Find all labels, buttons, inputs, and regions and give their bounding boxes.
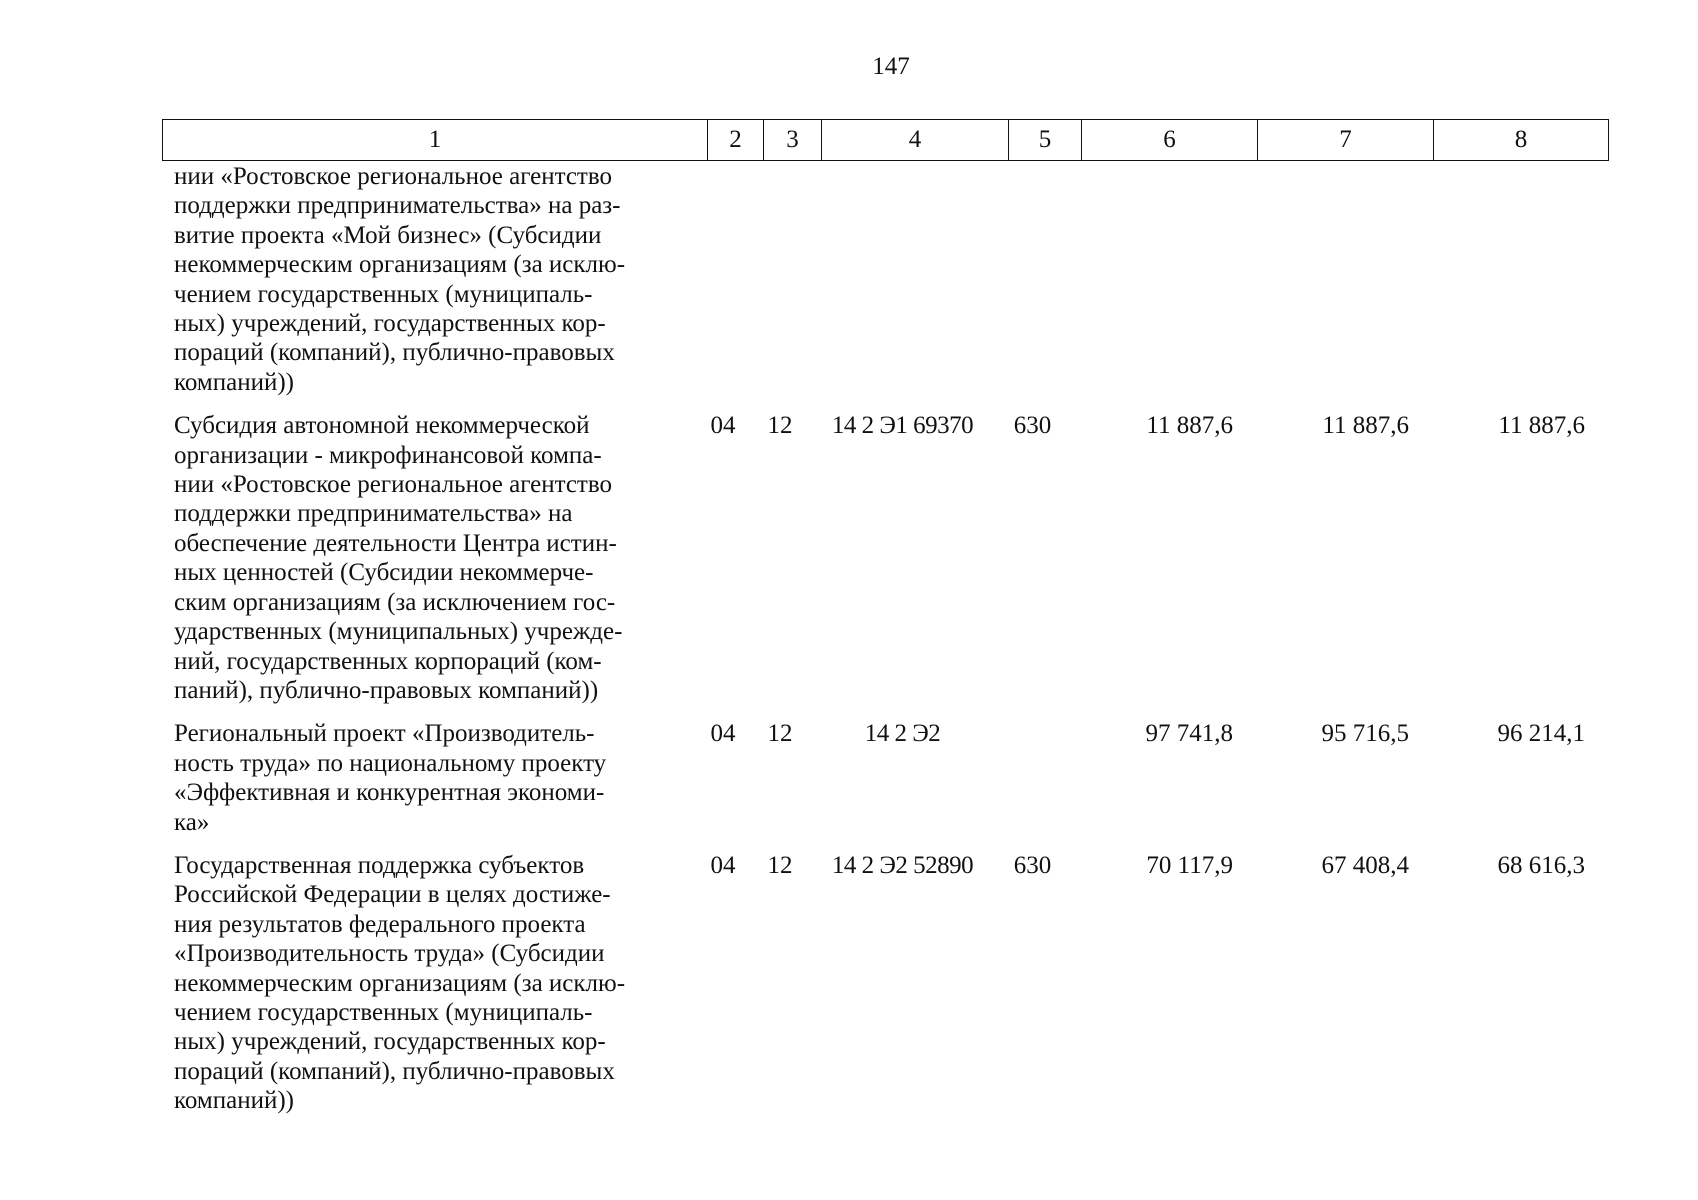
description-line: ний, государственных корпораций (ком- <box>174 647 602 675</box>
table-row <box>162 162 1608 397</box>
header-col-7: 7 <box>1258 120 1434 161</box>
row-amount-col7: 11 887,6 <box>1322 412 1409 440</box>
description-line: ность труда» по национальному проекту <box>174 749 607 777</box>
description-line: «Эффективная и конкурентная экономи- <box>174 779 605 807</box>
table-row <box>162 719 1608 837</box>
row-description <box>162 719 695 837</box>
description-line: ных ценностей (Субсидии некоммерче- <box>174 559 594 587</box>
description-line: Субсидия автономной некоммерческой <box>174 412 590 440</box>
table-header <box>162 119 1609 161</box>
description-line: Государственная поддержка субъектов <box>174 851 585 879</box>
description-line: витие проекта «Мой бизнес» (Субсидии <box>174 221 602 249</box>
description-line: паний), публично-правовых компаний)) <box>174 676 599 704</box>
description-line: компаний)) <box>174 368 294 396</box>
row-section: 04 <box>710 851 736 879</box>
row-subsection: 12 <box>767 851 793 879</box>
row-target-code: 14 2 Э2 <box>864 720 941 748</box>
row-amount-col8: 11 887,6 <box>1498 412 1585 440</box>
row-amount-col8: 96 214,1 <box>1497 720 1585 748</box>
description-line: обеспечение деятельности Центра истин- <box>174 529 617 557</box>
row-amount-col8: 68 616,3 <box>1497 851 1585 879</box>
description-line: некоммерческим организациям (за исклю- <box>174 969 626 997</box>
description-line: компаний)) <box>174 1087 294 1115</box>
row-amount-col6: 11 887,6 <box>1146 412 1233 440</box>
description-line: ка» <box>174 808 210 836</box>
description-line: ударственных (муниципальных) учрежде- <box>174 618 623 646</box>
description-line: Российской Федерации в целях достиже- <box>174 881 611 909</box>
row-amount-col6: 70 117,9 <box>1146 851 1233 879</box>
header-col-3: 3 <box>764 120 822 161</box>
row-section: 04 <box>710 412 736 440</box>
description-line: организации - микрофинансовой компа- <box>174 441 602 469</box>
description-line: ния результатов федерального проекта <box>174 910 586 938</box>
row-subsection: 12 <box>767 412 793 440</box>
description-line: некоммерческим организациям (за исклю- <box>174 251 626 279</box>
description-line: нии «Ростовское региональное агентство <box>174 471 612 499</box>
row-subsection: 12 <box>767 720 793 748</box>
row-expense-type: 630 <box>1013 851 1052 879</box>
description-line: Региональный проект «Производитель- <box>174 720 595 748</box>
table-row <box>162 851 1608 1116</box>
table-body <box>162 162 1608 1130</box>
page-number: 147 <box>872 53 910 80</box>
description-line: поддержки предпринимательства» на раз- <box>174 192 621 220</box>
description-line: ных) учреждений, государственных кор- <box>174 1028 606 1056</box>
row-description <box>162 411 695 705</box>
description-line: чением государственных (муниципаль- <box>174 280 593 308</box>
description-line: «Производительность труда» (Субсидии <box>174 940 605 968</box>
description-line: нии «Ростовское региональное агентство <box>174 163 612 190</box>
table-row <box>162 411 1608 705</box>
row-description <box>162 162 695 397</box>
description-line: чением государственных (муниципаль- <box>174 998 593 1026</box>
row-target-code: 14 2 Э2 52890 <box>831 851 974 879</box>
description-line: пораций (компаний), публично-правовых <box>174 1057 615 1085</box>
header-col-8: 8 <box>1434 120 1609 161</box>
header-col-4: 4 <box>822 120 1009 161</box>
header-col-6: 6 <box>1082 120 1258 161</box>
description-line: ским организациям (за исключением гос- <box>174 588 616 616</box>
description-line: поддержки предпринимательства» на <box>174 500 573 528</box>
row-target-code: 14 2 Э1 69370 <box>831 412 974 440</box>
row-amount-col6: 97 741,8 <box>1145 720 1233 748</box>
description-line: ных) учреждений, государственных кор- <box>174 310 606 338</box>
header-col-1: 1 <box>163 120 708 161</box>
row-section: 04 <box>710 720 736 748</box>
header-col-2: 2 <box>708 120 764 161</box>
row-amount-col7: 67 408,4 <box>1321 851 1409 879</box>
description-line: пораций (компаний), публично-правовых <box>174 339 615 367</box>
row-amount-col7: 95 716,5 <box>1321 720 1409 748</box>
row-expense-type: 630 <box>1013 412 1052 440</box>
header-col-5: 5 <box>1009 120 1082 161</box>
row-description <box>162 851 695 1116</box>
